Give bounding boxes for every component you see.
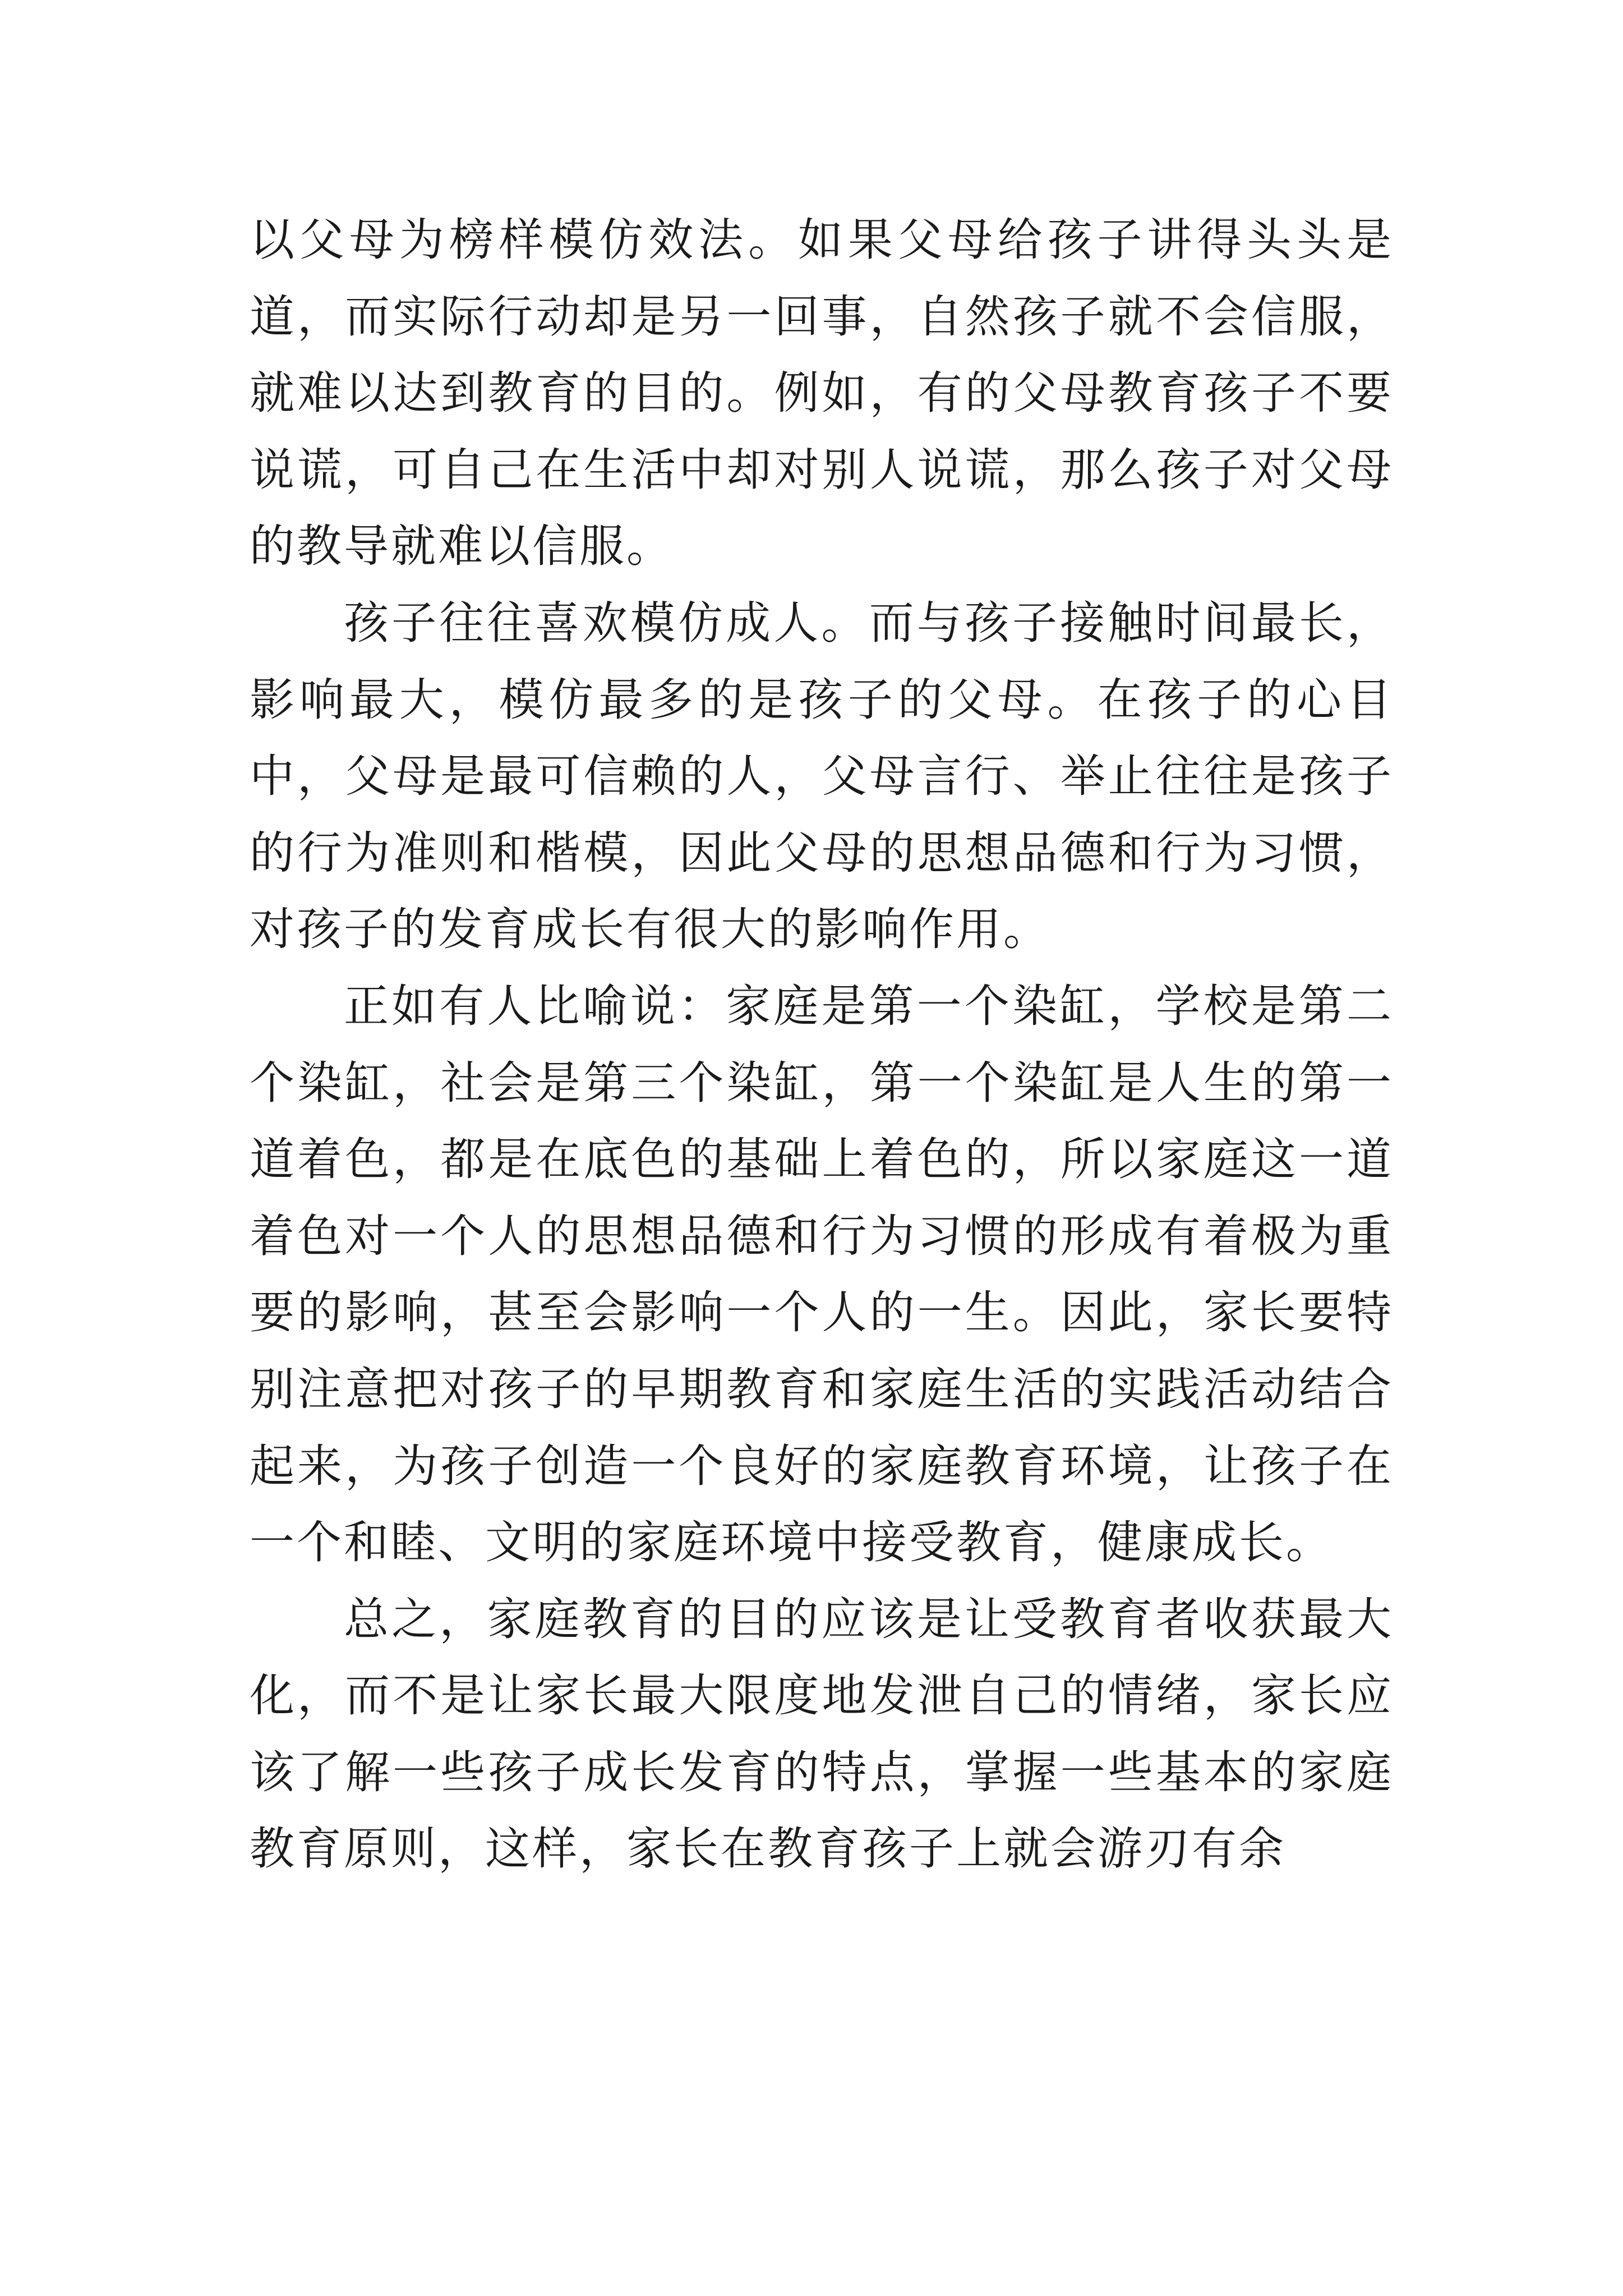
- paragraph-dye-vat: 正如有人比喻说：家庭是第一个染缸，学校是第二个染缸，社会是第三个染缸，第一个染缸是人生的第一道着色，都是在底色的基础上着色的，所以家庭这一道着色对一个人的思想品德和行为习惯的形成有着极为重要的影响，甚至会影响一个人的一生。因此，家长要特别注意把对孩子的早期教育和家庭生活的实践活动结合起来，为孩子创造一个良好的家庭教育环境，让孩子在一个和睦、文明的家庭环境中接受教育，健康成长。: [250, 979, 1394, 1569]
- paragraph-conclusion: 总之，家庭教育的目的应该是让受教育者收获最大化，而不是让家长最大限度地发泄自己的情绪，家长应该了解一些孩子成长发育的特点，掌握一些基本的家庭教育原则，这样，家长在教育孩子上就会游刃有余: [250, 1593, 1394, 1875]
- document-body: [250, 202, 1394, 1888]
- paragraph-imitation: 孩子往往喜欢模仿成人。而与孩子接触时间最长，影响最大，模仿最多的是孩子的父母。在孩子的心目中，父母是最可信赖的人，父母言行、举止往往是孩子的行为准则和楷模，因此父母的思想品德和行为习惯，对孩子的发育成长有很大的影响作用。: [250, 596, 1394, 956]
- paragraph-continuation: 以父母为榜样模仿效法。如果父母给孩子讲得头头是道，而实际行动却是另一回事，自然孩子就不会信服，就难以达到教育的目的。例如，有的父母教育孩子不要说谎，可自己在生活中却对别人说谎，那么孩子对父母的教导就难以信服。: [250, 214, 1394, 573]
